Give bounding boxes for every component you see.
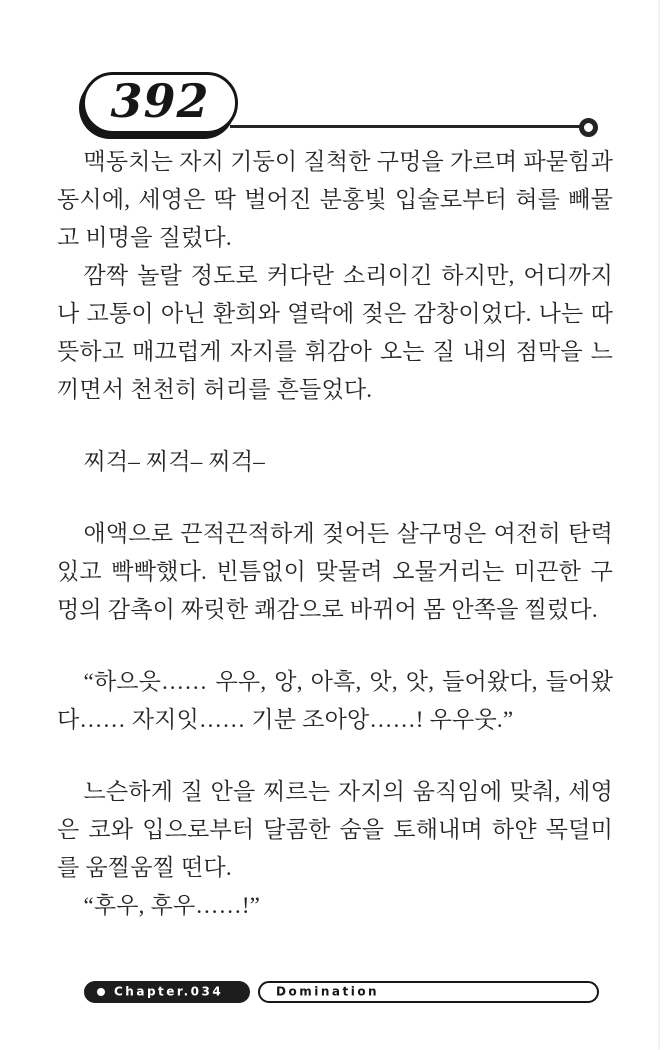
book-title-badge [258,981,599,1003]
dialogue-paragraph: “하으읏…… 우우, 앙, 아흑, 앗, 앗, 들어왔다, 들어왔다…… 자지잇…… 기분 조아앙……! 우우웃.” [57,669,613,732]
body-paragraph: 느슨하게 질 안을 찌르는 자지의 움직임에 맞춰, 세영은 코와 입으로부터 달콤한 숨을 토해내며 하얀 목덜미를 움찔움찔 떤다. [57,779,613,880]
page-footer [84,981,599,1003]
body-paragraph: 애액으로 끈적끈적하게 젖어든 살구멍은 여전히 탄력 있고 빡빡했다. 빈틈없이 맞물려 오물거리는 미끈한 구멍의 감촉이 짜릿한 쾌감으로 바뀌어 몸 안쪽을 찔렀다. [57,521,613,622]
line-end-circle-icon [579,118,598,137]
header-rule [230,125,582,128]
page-number: 392 [110,74,210,128]
page-number-pill [82,72,238,134]
body-paragraph: 깜짝 놀랄 정도로 커다란 소리이긴 하지만, 어디까지나 고통이 아닌 환희와 열락에 젖은 감창이었다. 나는 따뜻하고 매끄럽게 자지를 휘감아 오는 질 내의 점막을 느끼면서 천천히 허리를 흔들었다. [57,263,613,402]
book-title-label: Domination [276,984,380,999]
dot-icon [97,988,105,996]
page-header [0,0,667,140]
dialogue-paragraph: “후우, 후우……!” [83,893,261,918]
page-edge-shadow [657,0,660,1050]
chapter-label: Chapter.034 [114,984,224,999]
body-text [57,143,613,925]
sound-effect-line: 찌걱– 찌걱– 찌걱– [83,449,265,474]
chapter-badge [84,981,250,1003]
body-paragraph: 맥동치는 자지 기둥이 질척한 구멍을 가르며 파묻힘과 동시에, 세영은 딱 벌어진 분홍빛 입술로부터 혀를 빼물고 비명을 질렀다. [57,149,613,250]
